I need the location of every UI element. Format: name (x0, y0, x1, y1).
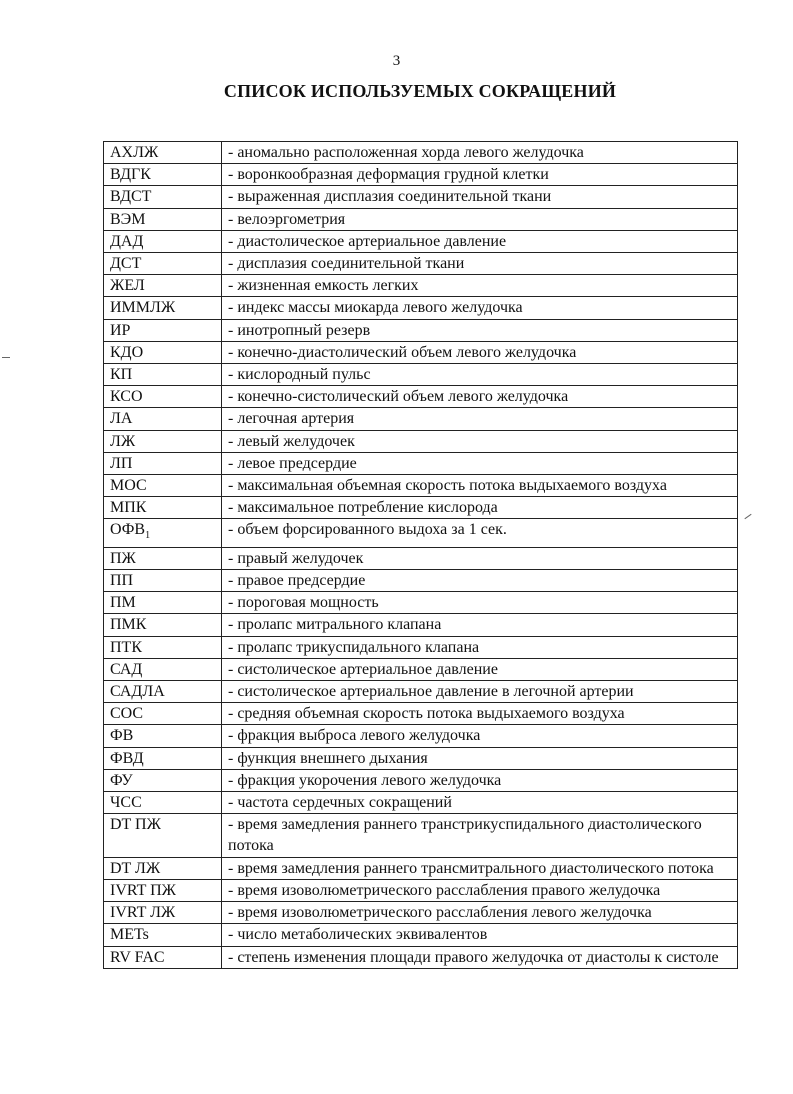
abbreviation-code (104, 319, 222, 341)
abbreviations-table (103, 141, 738, 969)
table-row (104, 186, 738, 208)
abbreviations-table-body (104, 142, 738, 969)
abbreviation-code-text: КСО (110, 388, 143, 406)
abbreviation-definition: - объем форсированного выдоха за 1 сек. (222, 519, 738, 547)
abbreviation-code-text: ВДСТ (110, 188, 152, 206)
abbreviation-definition: - инотропный резерв (222, 319, 738, 341)
abbreviation-definition: - пороговая мощность (222, 592, 738, 614)
abbreviation-definition: - фракция укорочения левого желудочка (222, 769, 738, 791)
abbreviation-code (104, 386, 222, 408)
abbreviation-definition: - максимальное потребление кислорода (222, 497, 738, 519)
page-number: 3 (392, 53, 401, 69)
abbreviation-definition: - правый желудочек (222, 547, 738, 569)
abbreviation-definition: - правое предсердие (222, 570, 738, 592)
abbreviation-definition: - частота сердечных сокращений (222, 792, 738, 814)
abbreviation-code-text: АХЛЖ (110, 144, 159, 161)
abbreviation-definition: - левый желудочек (222, 430, 738, 452)
table-row (104, 475, 738, 497)
abbreviation-definition: - пролапс трикуспидального клапана (222, 636, 738, 658)
abbreviation-code-text: СОС (110, 705, 144, 723)
table-row (104, 924, 738, 946)
abbreviation-code (104, 430, 222, 452)
table-row (104, 319, 738, 341)
abbreviation-definition: - время изоволюметрического расслабления правого желудочка (222, 879, 738, 901)
abbreviation-code-text: ПТК (110, 638, 142, 656)
abbreviation-code-text: ИММЛЖ (110, 299, 176, 317)
abbreviation-definition: - пролапс митрального клапана (222, 614, 738, 636)
abbreviation-definition: - выраженная дисплазия соединительной ткани (222, 186, 738, 208)
abbreviation-code (104, 570, 222, 592)
abbreviation-code (104, 614, 222, 636)
table-row (104, 570, 738, 592)
abbreviation-code (104, 275, 222, 297)
table-row (104, 386, 738, 408)
abbreviation-code (104, 452, 222, 474)
abbreviation-definition: - индекс массы миокарда левого желудочка (222, 297, 738, 319)
table-row (104, 592, 738, 614)
abbreviation-code (104, 879, 222, 901)
abbreviation-code-text: ФУ (110, 771, 133, 789)
table-row (104, 547, 738, 569)
table-row (104, 230, 738, 252)
abbreviation-definition: - жизненная емкость легких (222, 275, 738, 297)
table-row (104, 364, 738, 386)
table-row (104, 275, 738, 297)
abbreviation-definition: - дисплазия соединительной ткани (222, 253, 738, 275)
abbreviation-definition: - максимальная объемная скорость потока выдыхаемого воздуха (222, 475, 738, 497)
abbreviation-code-text: КДО (110, 343, 144, 361)
table-row (104, 519, 738, 547)
abbreviation-code (104, 164, 222, 186)
abbreviation-code-text: ПЖ (110, 549, 136, 567)
abbreviation-code (104, 792, 222, 814)
abbreviation-code-text: КП (110, 366, 133, 384)
abbreviation-code (104, 592, 222, 614)
abbreviation-code (104, 475, 222, 497)
abbreviation-code (104, 208, 222, 230)
abbreviation-code (104, 547, 222, 569)
abbreviation-code-text: ДСТ (110, 255, 142, 273)
abbreviation-code (104, 341, 222, 363)
abbreviation-definition: - время изоволюметрического расслабления левого желудочка (222, 902, 738, 924)
abbreviation-code-text: ПМ (110, 594, 136, 612)
abbreviation-code (104, 253, 222, 275)
abbreviation-code (104, 946, 222, 968)
abbreviation-code-text: IVRT ЛЖ (110, 904, 176, 922)
table-row (104, 408, 738, 430)
abbreviation-code-text: DT ЛЖ (110, 859, 161, 877)
abbreviation-code-text: САДЛА (110, 683, 165, 701)
abbreviation-code (104, 186, 222, 208)
table-row (104, 614, 738, 636)
abbreviation-code (104, 142, 222, 164)
abbreviation-code-text: RV FAC (110, 948, 165, 966)
abbreviation-code-text: METs (110, 926, 149, 944)
abbreviation-code-text: МОС (110, 477, 147, 495)
abbreviation-definition: - аномально расположенная хорда левого желудочка (222, 142, 738, 164)
table-row (104, 681, 738, 703)
abbreviation-code (104, 658, 222, 680)
table-row (104, 452, 738, 474)
table-row (104, 769, 738, 791)
abbreviation-code-text: ФВ (110, 727, 134, 745)
abbreviation-definition: - функция внешнего дыхания (222, 747, 738, 769)
abbreviation-code-text: ВЭМ (110, 210, 146, 228)
table-row (104, 792, 738, 814)
abbreviation-code-text: IVRT ПЖ (110, 881, 176, 899)
table-row (104, 341, 738, 363)
abbreviation-definition: - систолическое артериальное давление (222, 658, 738, 680)
table-row (104, 725, 738, 747)
table-row (104, 430, 738, 452)
table-row (104, 747, 738, 769)
abbreviation-code (104, 857, 222, 879)
abbreviation-code-text: ЧСС (110, 794, 142, 812)
abbreviation-code (104, 902, 222, 924)
abbreviation-code (104, 364, 222, 386)
table-row (104, 703, 738, 725)
table-row (104, 902, 738, 924)
abbreviation-definition: - левое предсердие (222, 452, 738, 474)
table-row (104, 142, 738, 164)
abbreviation-definition: - систолическое артериальное давление в легочной артерии (222, 681, 738, 703)
abbreviation-code-text: ФВД (110, 749, 144, 767)
abbreviation-code (104, 681, 222, 703)
table-row (104, 879, 738, 901)
table-row (104, 253, 738, 275)
abbreviation-code (104, 230, 222, 252)
table-row (104, 497, 738, 519)
abbreviation-code (104, 519, 222, 547)
table-row (104, 636, 738, 658)
abbreviation-code (104, 497, 222, 519)
abbreviation-code-text: ИР (110, 321, 131, 339)
abbreviation-code-text: МПК (110, 499, 147, 517)
abbreviation-code (104, 924, 222, 946)
table-row (104, 208, 738, 230)
abbreviation-definition: - конечно-диастолический объем левого желудочка (222, 341, 738, 363)
abbreviation-code-subscript: 1 (145, 530, 151, 542)
abbreviation-code-text: ДАД (110, 232, 144, 250)
abbreviation-code (104, 636, 222, 658)
abbreviation-code-text: ЛП (110, 454, 133, 472)
page-title: СПИСОК ИСПОЛЬЗУЕМЫХ СОКРАЩЕНИЙ (223, 81, 617, 101)
abbreviation-definition: - кислородный пульс (222, 364, 738, 386)
abbreviation-code-text: DT ПЖ (110, 816, 161, 834)
abbreviation-code-text: САД (110, 660, 143, 678)
abbreviation-code-text: ВДГК (110, 166, 151, 184)
abbreviation-definition: - время замедления раннего транстрикуспидального диастолического потока (222, 814, 738, 857)
table-row (104, 658, 738, 680)
abbreviation-definition: - число метаболических эквивалентов (222, 924, 738, 946)
abbreviation-code-text: ЖЕЛ (110, 277, 145, 295)
abbreviation-code-text: ПМК (110, 616, 147, 634)
table-row (104, 297, 738, 319)
abbreviation-code (104, 408, 222, 430)
abbreviation-code (104, 747, 222, 769)
abbreviation-definition: - степень изменения площади правого желудочка от диастолы к систоле (222, 946, 738, 968)
abbreviation-definition: - воронкообразная деформация грудной клетки (222, 164, 738, 186)
abbreviation-definition: - средняя объемная скорость потока выдыхаемого воздуха (222, 703, 738, 725)
table-row (104, 946, 738, 968)
abbreviation-definition: - конечно-систолический объем левого желудочка (222, 386, 738, 408)
table-row (104, 814, 738, 857)
abbreviation-code-text: ЛЖ (110, 432, 136, 450)
abbreviation-definition: - легочная артерия (222, 408, 738, 430)
abbreviation-definition: - диастолическое артериальное давление (222, 230, 738, 252)
abbreviation-definition: - фракция выброса левого желудочка (222, 725, 738, 747)
abbreviation-code (104, 814, 222, 857)
abbreviation-code (104, 769, 222, 791)
abbreviation-definition: - велоэргометрия (222, 208, 738, 230)
table-row (104, 164, 738, 186)
abbreviation-definition: - время замедления раннего трансмитрального диастолического потока (222, 857, 738, 879)
abbreviation-code (104, 725, 222, 747)
scan-mark-right (744, 514, 751, 519)
abbreviation-code (104, 297, 222, 319)
abbreviation-code-text: ОФВ (110, 521, 146, 539)
table-row (104, 857, 738, 879)
abbreviation-code (104, 703, 222, 725)
scan-mark-left (2, 357, 10, 358)
abbreviation-code-text: ЛА (110, 410, 133, 428)
abbreviation-code-text: ПП (110, 572, 134, 590)
